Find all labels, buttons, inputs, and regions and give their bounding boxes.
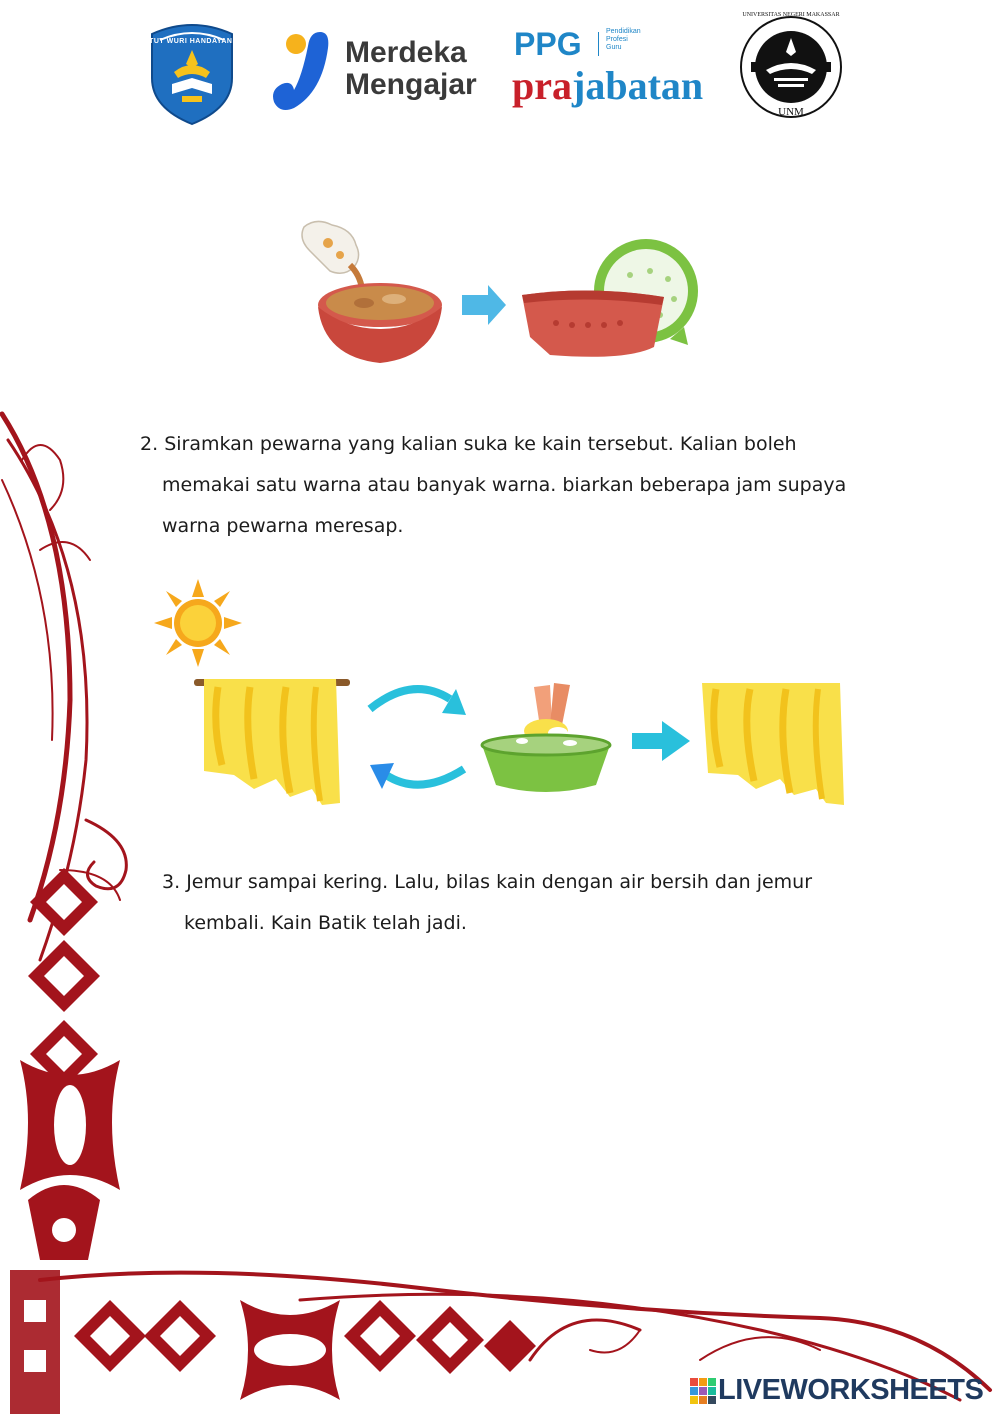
ppg-side-text [606, 28, 641, 52]
merdeka-line1: Merdeka [345, 36, 467, 69]
step-2-line-2: memakai satu warna atau banyak warna. biarkan beberapa jam supaya [162, 474, 847, 496]
step-3-line-2: kembali. Kain Batik telah jadi. [184, 912, 467, 934]
ppg-divider [598, 32, 599, 56]
ppg-side-line: Guru [606, 44, 622, 51]
step-3-number: 3. [162, 871, 181, 893]
colander-icon [522, 239, 698, 357]
merdeka-mengajar-logo-icon [268, 22, 334, 112]
ppg-top: PPG [514, 26, 582, 62]
liveworksheets-logo-icon [690, 1378, 716, 1404]
ppg-logo [512, 24, 732, 119]
unm-abbr: UNM [778, 106, 804, 118]
ppg-side-line: Pendidikan [606, 28, 641, 35]
arrow-right-icon [462, 285, 506, 325]
unm-ring-text: UNIVERSITAS NEGERI MAKASSAR [742, 12, 840, 18]
step-2-line-3: warna pewarna meresap. [162, 515, 404, 537]
step-3-text: Jemur sampai kering. Lalu, bilas kain dengan air bersih dan jemur [186, 871, 813, 893]
tutwuri-ring-text: TUT WURI HANDAYANI [149, 38, 235, 45]
kemdikbud-logo-icon [142, 20, 242, 128]
dye-illustration [290, 215, 720, 375]
watermark-text: LIVEWORKSHEETS [718, 1374, 984, 1406]
ppg-pra: pra [512, 63, 572, 108]
header-logos [130, 10, 870, 125]
ppg-bottom [512, 63, 704, 108]
step-2-text: Siramkan pewarna yang kalian suka ke kain tersebut. Kalian boleh [164, 433, 797, 455]
merdeka-line2: Mengajar [345, 68, 477, 101]
ppg-jabatan: jabatan [572, 63, 704, 108]
dye-pot-icon [302, 221, 442, 363]
ppg-side-line: Profesi [606, 36, 628, 43]
step-2-number: 2. [140, 433, 159, 455]
batik-border-decoration [0, 400, 1000, 1414]
